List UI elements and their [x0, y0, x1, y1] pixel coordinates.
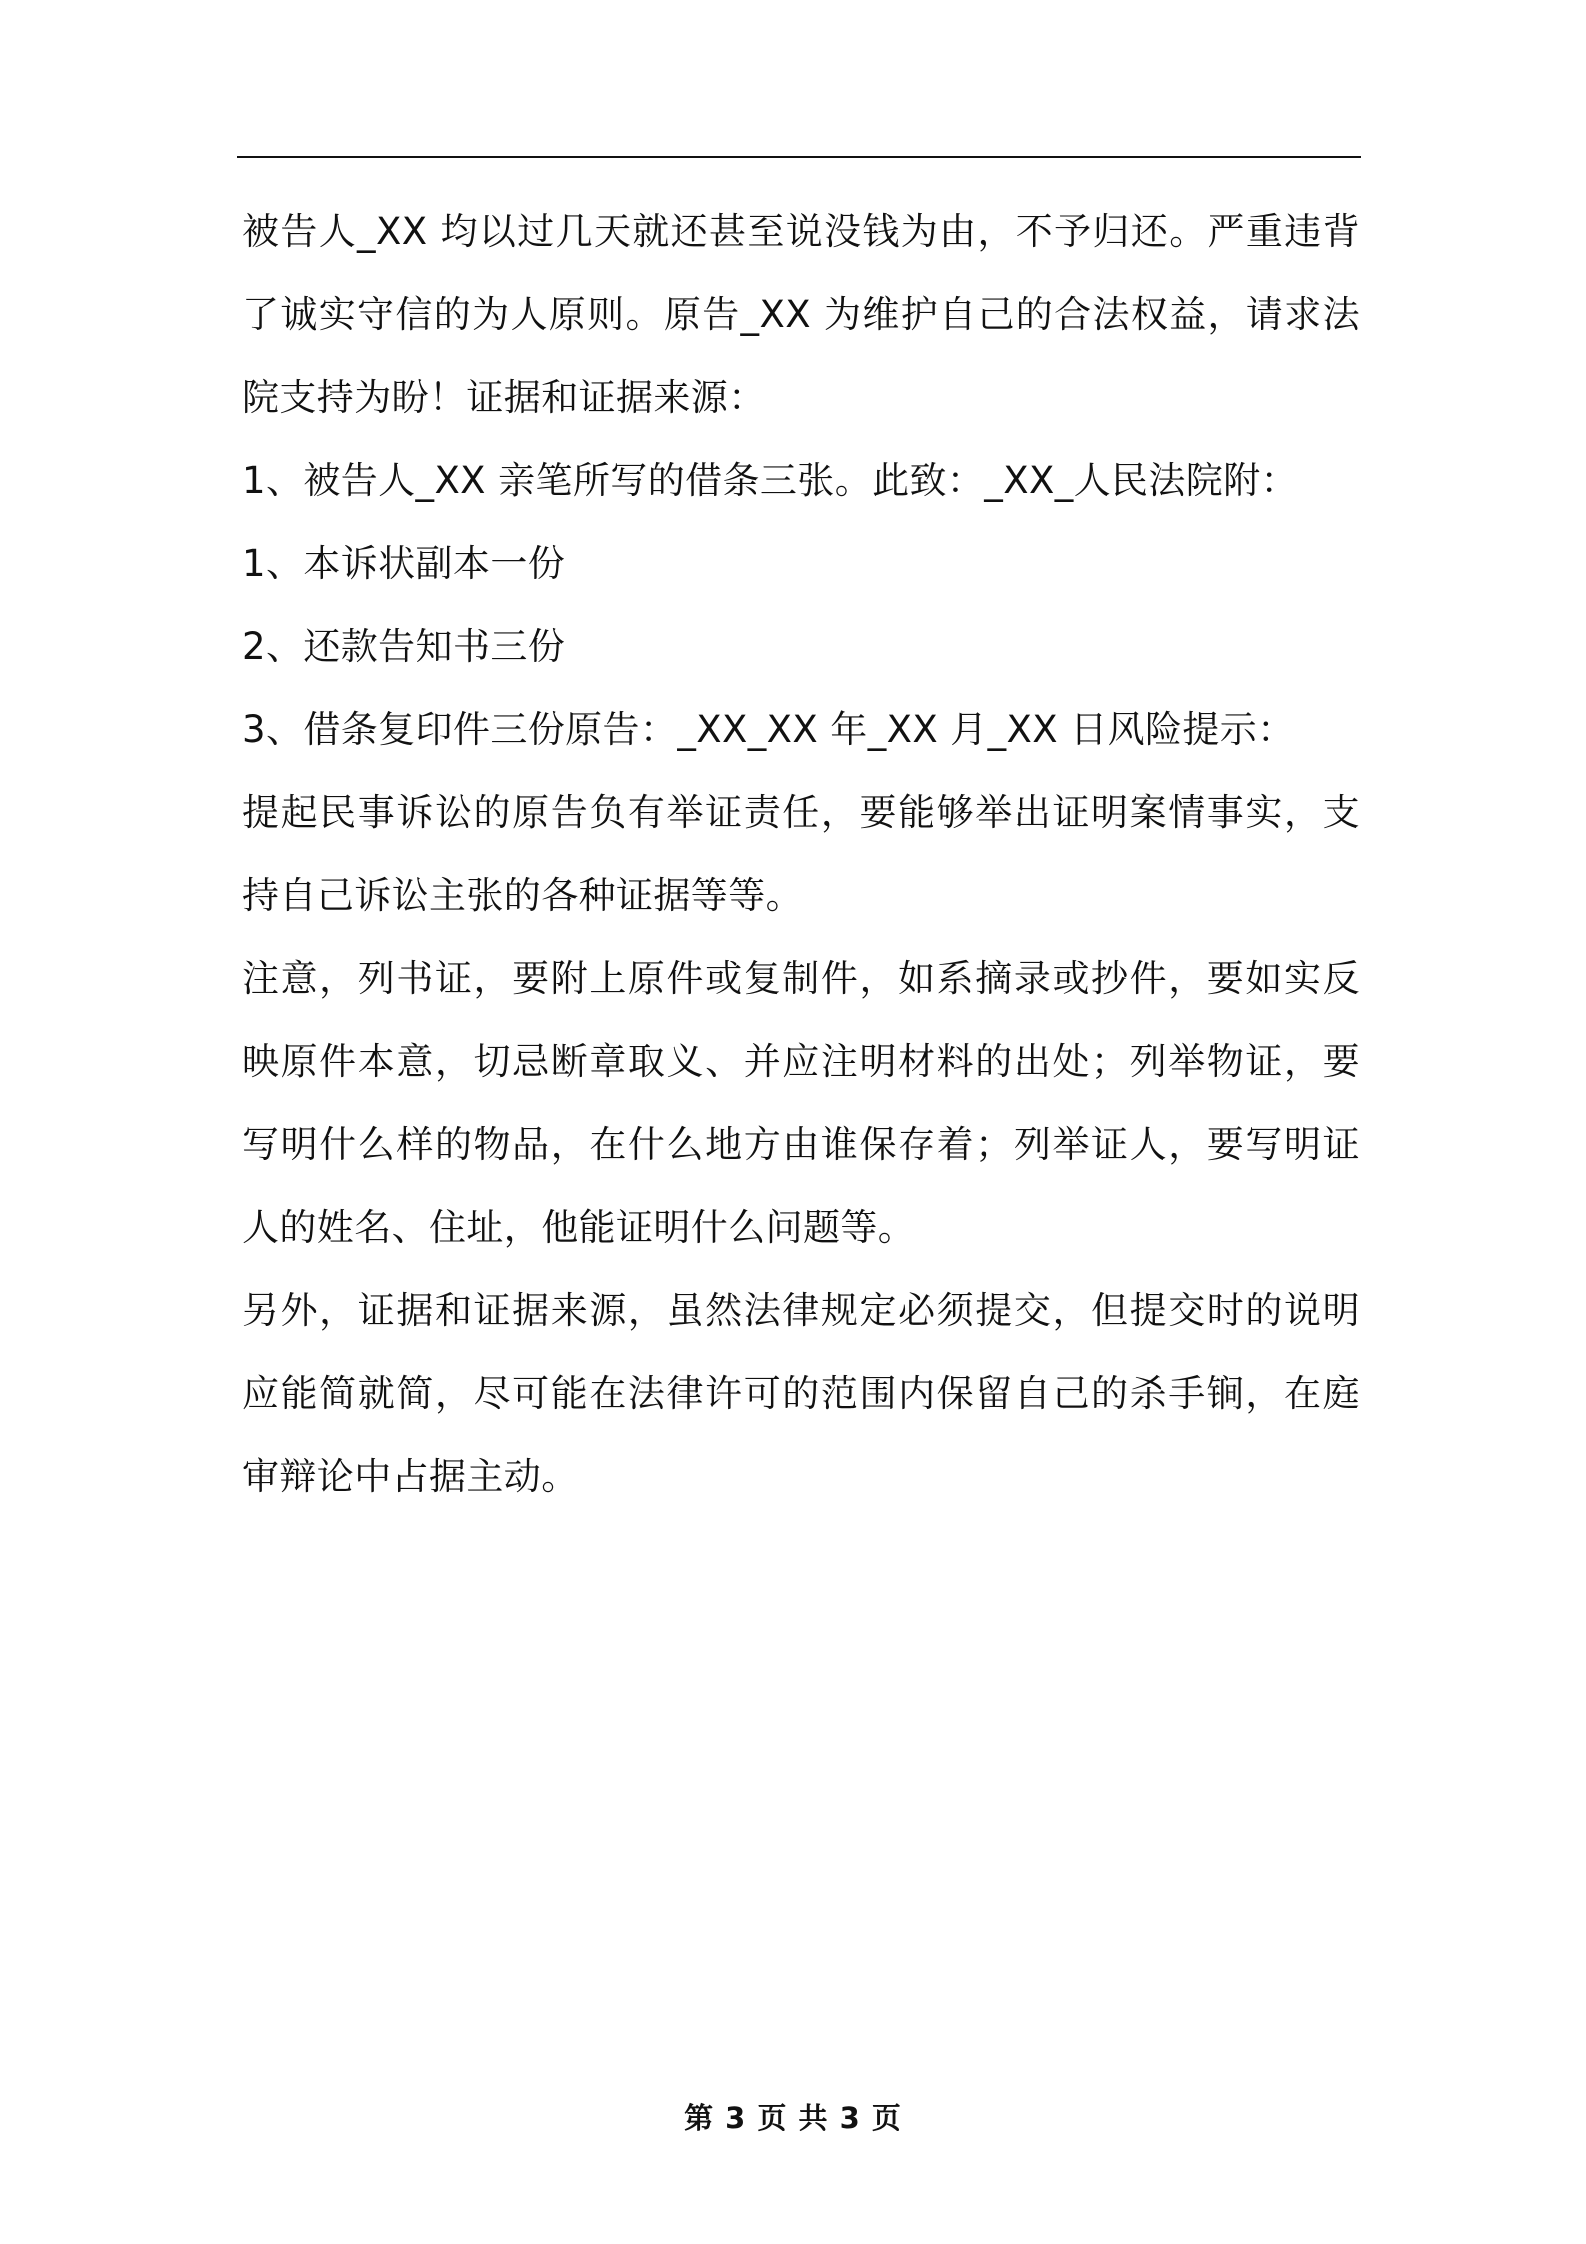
paragraph-6: 提起民事诉讼的原告负有举证责任，要能够举出证明案情事实，支持自己诉讼主张的各种证据等等。	[242, 791, 1360, 917]
paragraph-5: 3、借条复印件三份原告：_XX_XX 年_XX 月_XX 日风险提示：	[242, 708, 1295, 751]
paragraph-2: 1、被告人_XX 亲笔所写的借条三张。此致：_XX_人民法院附：	[242, 459, 1298, 502]
document-body	[242, 190, 1360, 1518]
paragraph-8: 另外，证据和证据来源，虽然法律规定必须提交，但提交时的说明应能简就简，尽可能在法律许可的范围内保留自己的杀手锏，在庭审辩论中占据主动。	[242, 1289, 1360, 1498]
paragraph-1: 被告人_XX 均以过几天就还甚至说没钱为由，不予归还。严重违背了诚实守信的为人原则。原告_XX 为维护自己的合法权益，请求法院支持为盼！证据和证据来源：	[242, 210, 1360, 419]
page-footer: 第 3 页 共 3 页	[684, 2101, 902, 2135]
paragraph-7: 注意，列书证，要附上原件或复制件，如系摘录或抄件，要如实反映原件本意，切忌断章取义、并应注明材料的出处；列举物证，要写明什么样的物品，在什么地方由谁保存着；列举证人，要写明证人的姓名、住址，他能证明什么问题等。	[242, 957, 1360, 1249]
paragraph-3: 1、本诉状副本一份	[242, 542, 566, 585]
paragraph-4: 2、还款告知书三份	[242, 625, 566, 668]
header-rule	[237, 156, 1361, 158]
